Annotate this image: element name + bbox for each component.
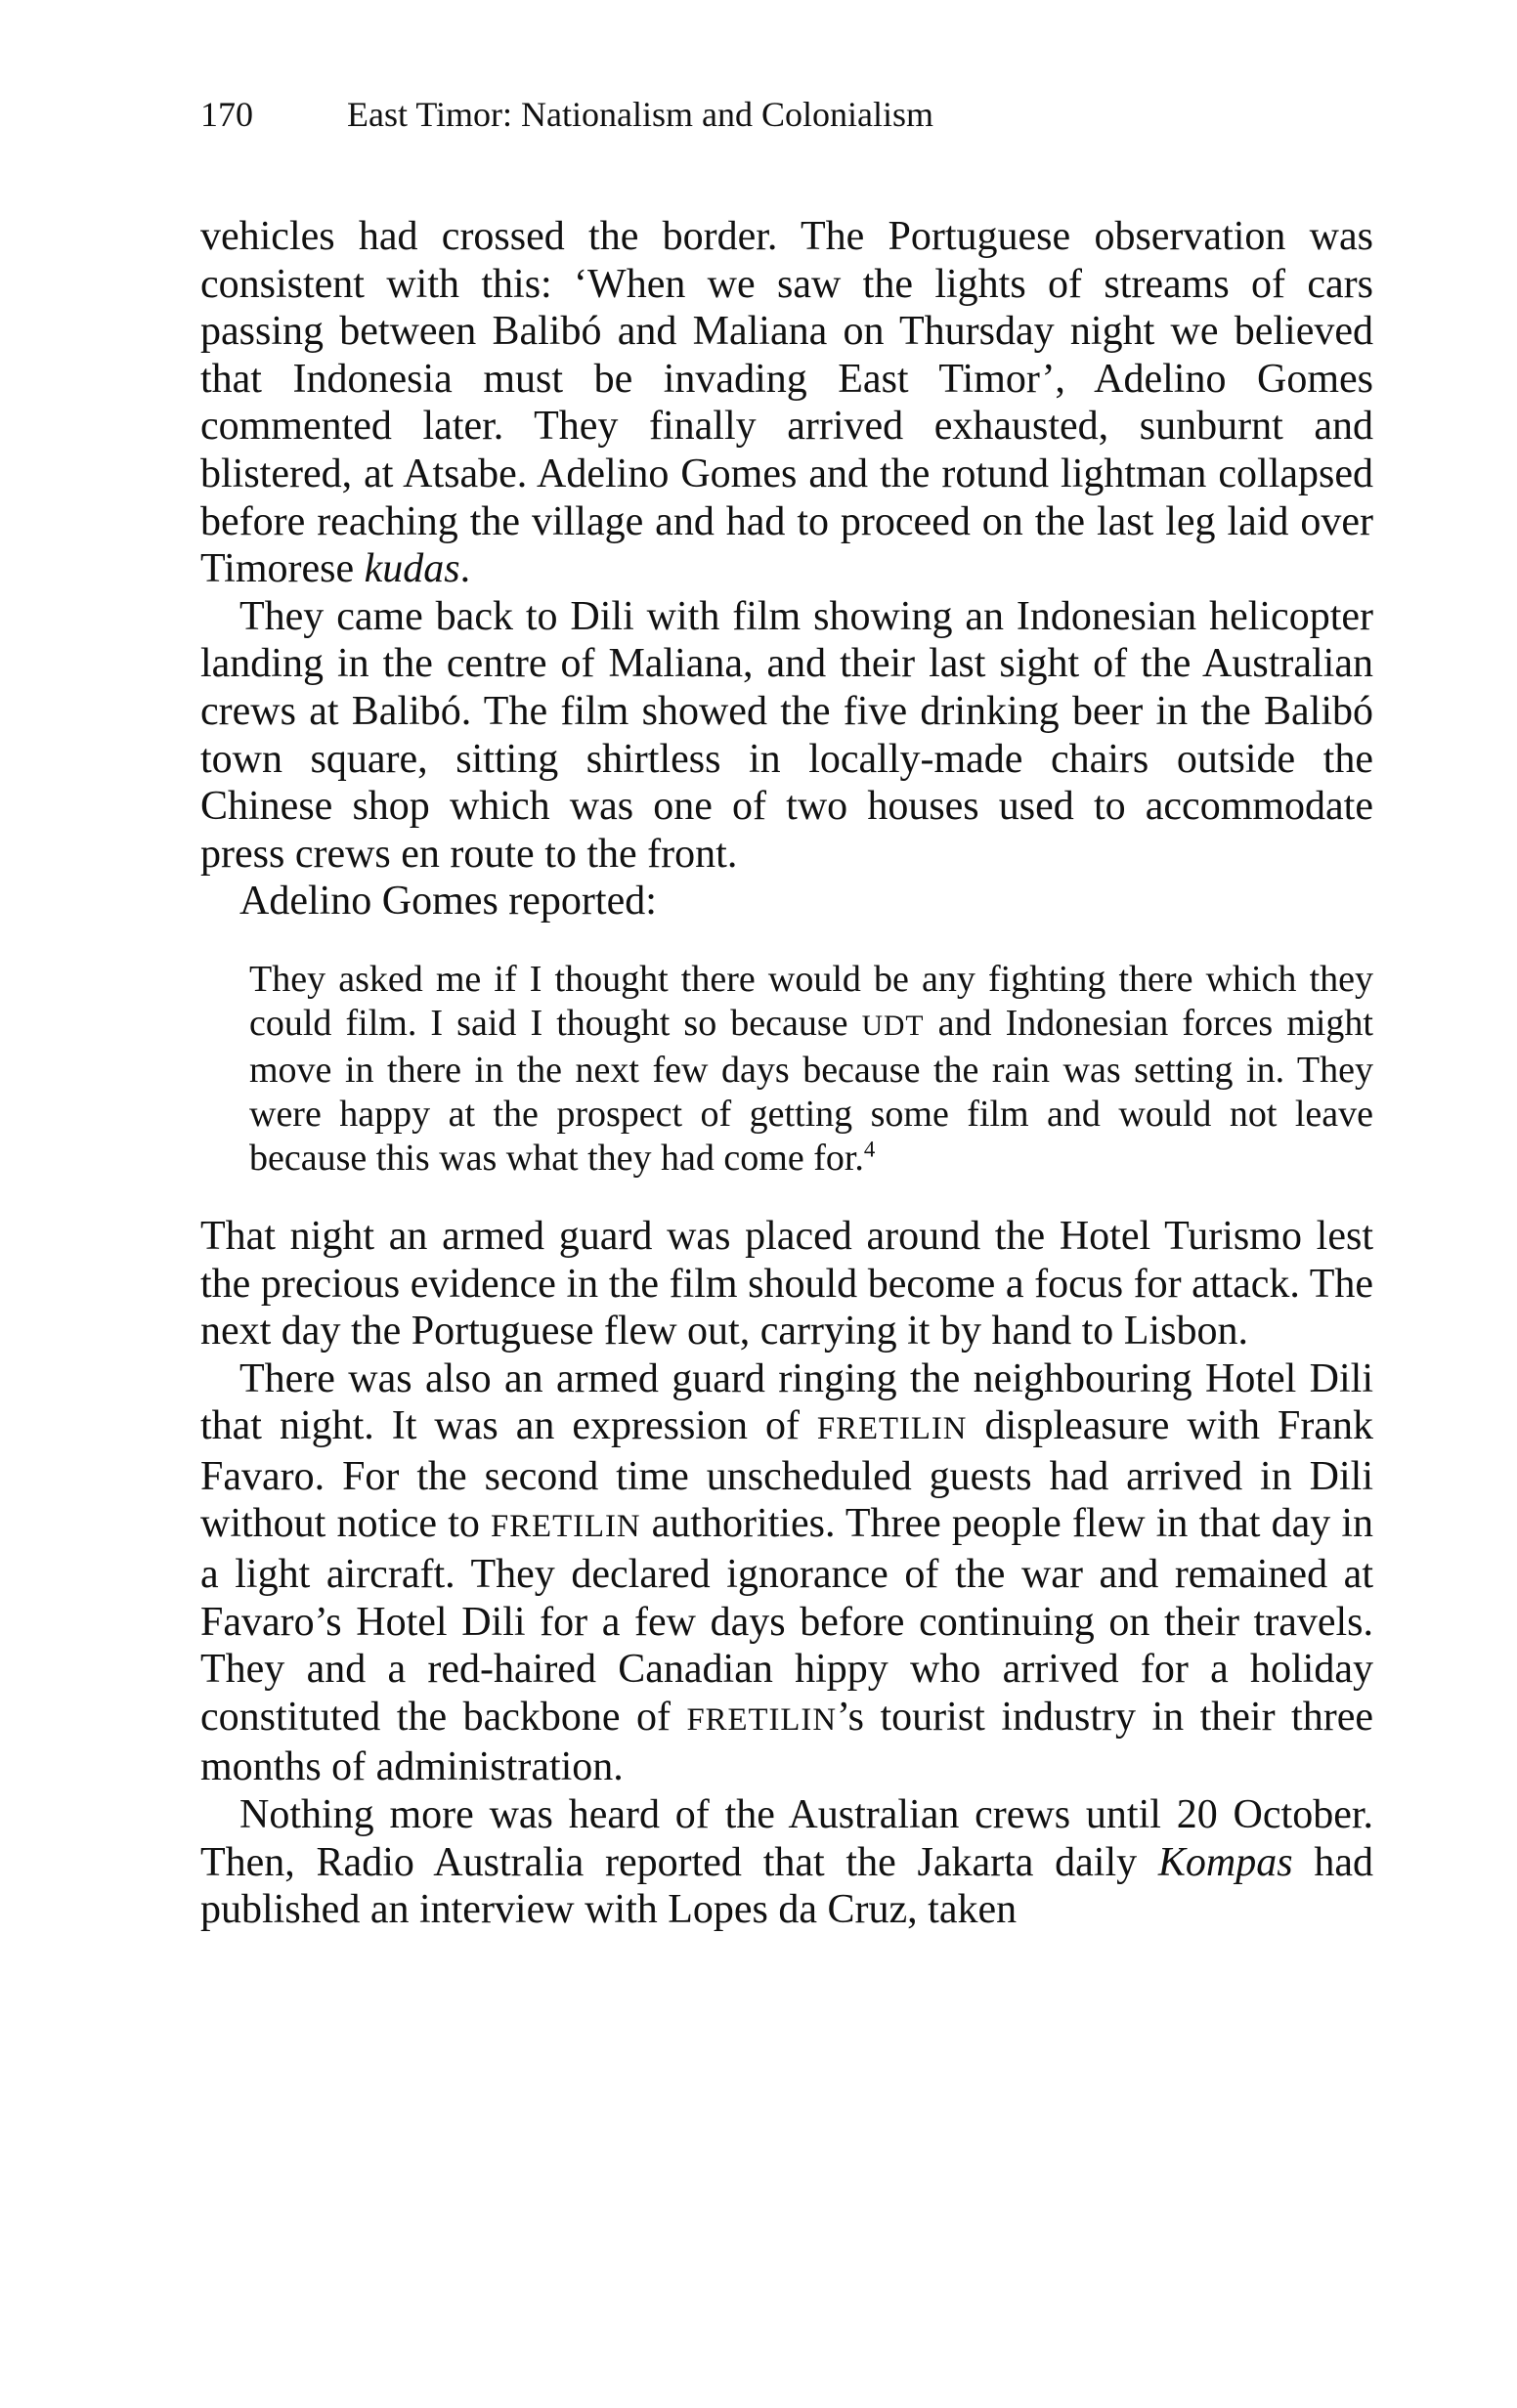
paragraph-5 — [200, 1355, 1373, 1791]
smallcaps-fretilin: FRETILIN — [686, 1701, 837, 1738]
paragraph-5-text-d: ’s tourist industry in their three months of administration. — [200, 1694, 1373, 1790]
paragraph-5-text-a: There was also an armed guard ringing the neighbouring Hotel Dili that night. It was an expression of — [200, 1355, 1373, 1449]
paragraph-5-text-b: displeasure with Frank Favaro. For the second time unscheduled guests had arrived in Dili without notice to — [200, 1403, 1374, 1547]
quote-text-b: and Indonesian forces might move in there in the next few days because the rain was setting in. They were happy at the prospect of getting some film and would not leave because this was what they had come for. — [249, 1002, 1373, 1179]
italic-term-kudas: kudas — [364, 546, 460, 592]
paragraph-1 — [200, 213, 1373, 593]
paragraph-4: That night an armed guard was placed around the Hotel Turismo lest the precious evidence in the film should become a focus for attack. The next day the Portuguese flew out, carrying it by hand to Lisbon. — [200, 1213, 1373, 1354]
block-quote — [249, 958, 1373, 1181]
paragraph-6 — [200, 1791, 1373, 1934]
paragraph-5-text-c: authorities. Three people flew in that day in a light aircraft. They declared ignorance of the war and remained at Favaro’s Hotel Dili for a few days before continuing on their travels. They and a red-haired Canadian hippy who arrived for a holiday constituted the backbone of — [200, 1501, 1373, 1740]
quote-text-a: They asked me if I thought there would be any fighting there which they could film. I said I thought so because — [249, 958, 1373, 1044]
smallcaps-udt: UDT — [861, 1010, 925, 1042]
paragraph-6-text-a: Nothing more was heard of the Australian crews until 20 October. Then, Radio Australia reported that the Jakarta daily — [200, 1792, 1373, 1885]
smallcaps-fretilin: FRETILIN — [816, 1411, 968, 1447]
page-number: 170 — [200, 95, 253, 134]
paragraph-2: They came back to Dili with film showing an Indonesian helicopter landing in the centre of Maliana, and their last sight of the Australian crews at Balibó. The film showed the five drinking beer in the Balibó town square, sitting shirtless in locally-made chairs outside the Chinese shop which was one of two houses used to accommodate press crews en route to the front. — [200, 593, 1373, 877]
paragraph-3: Adelino Gomes reported: — [239, 879, 657, 924]
footnote-marker: 4 — [863, 1137, 876, 1162]
paragraph-6-text-b: had published an interview with Lopes da Cruz, taken — [200, 1839, 1373, 1933]
paragraph-1-text: vehicles had crossed the border. The Portuguese observation was consistent with this: ‘When we saw the lights of streams of cars passing between Balibó and Maliana on Thursday night we believed that Indonesia must be invading East Timor’, Adelino Gomes commented later. They finally arrived exhausted, sunburnt and blistered, at Atsabe. Adelino Gomes and the rotund lightman collapsed before reaching the village and had to proceed on the last leg laid over Timorese — [200, 214, 1373, 592]
running-header — [200, 93, 1373, 136]
running-title: East Timor: Nationalism and Colonialism — [347, 95, 934, 134]
italic-term-kompas: Kompas — [1157, 1839, 1293, 1885]
smallcaps-fretilin: FRETILIN — [491, 1509, 641, 1545]
body-text — [200, 213, 1373, 1934]
paragraph-1-end: . — [459, 546, 471, 592]
